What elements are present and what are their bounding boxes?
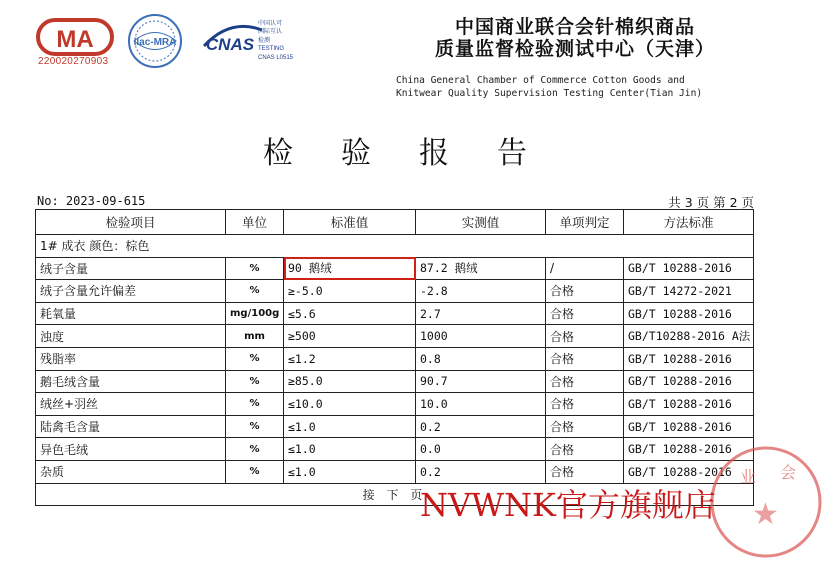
standard-value-cell: 90 鹅绒 [284,257,416,280]
unit-cell: % [226,438,284,461]
standard-value-cell: ≤1.0 [284,415,416,438]
standard-value-cell: ≤10.0 [284,393,416,416]
sample-row [36,235,754,258]
organization-name-en: China General Chamber of Commerce Cotton Goods and Knitwear Quality Supervision Testing Center(Tian Jin) [396,75,703,99]
column-header: 实测值 [416,210,546,235]
column-header: 单位 [226,210,284,235]
unit-cell: % [226,257,284,280]
table-row [36,280,754,303]
method-standard-cell: GB/T 14272-2021 [624,280,754,303]
unit-cell: mg/100g [226,302,284,325]
verdict-cell: 合格 [546,393,624,416]
unit-cell: % [226,347,284,370]
cnas-caption: 中国认可 国际互认 检测 TESTING CNAS L0515 [258,21,294,61]
item-cell: 绒子含量 [36,257,226,280]
table-row [36,257,754,280]
method-standard-cell: GB/T 10288-2016 [624,370,754,393]
measured-value-cell: 0.2 [416,460,546,483]
standard-value-cell: ≥500 [284,325,416,348]
measured-value-cell: -2.8 [416,280,546,303]
report-title: 检验报告 [263,136,575,171]
column-header: 标准值 [284,210,416,235]
measured-value-cell: 0.8 [416,347,546,370]
shop-watermark: NVWNK官方旗舰店 [420,486,716,524]
item-cell: 浊度 [36,325,226,348]
column-header: 单项判定 [546,210,624,235]
item-cell: 杂质 [36,460,226,483]
verdict-cell: 合格 [546,302,624,325]
official-seal [706,442,826,562]
unit-cell: % [226,370,284,393]
measured-value-cell: 90.7 [416,370,546,393]
svg-text:CNAS: CNAS [205,35,255,54]
method-standard-cell: GB/T 10288-2016 [624,415,754,438]
item-cell: 陆禽毛含量 [36,415,226,438]
report-number: No: 2023-09-615 [37,194,146,208]
table-row [36,325,754,348]
item-cell: 残脂率 [36,347,226,370]
verdict-cell: 合格 [546,325,624,348]
continued-label: 接 下 页 [36,483,754,506]
table-row [36,370,754,393]
unit-cell: % [226,280,284,303]
ilac-mra-logo [126,12,184,70]
table-row [36,302,754,325]
table-row [36,393,754,416]
method-standard-cell: GB/T10288-2016 A法 [624,325,754,348]
item-cell: 绒丝+羽丝 [36,393,226,416]
column-header: 检验项目 [36,210,226,235]
table-row [36,438,754,461]
standard-value-cell: ≥-5.0 [284,280,416,303]
method-standard-cell: GB/T 10288-2016 [624,257,754,280]
column-header: 方法标准 [624,210,754,235]
page-info: 共 3 页 第 2 页 [668,195,754,210]
measured-value-cell: 0.2 [416,415,546,438]
unit-cell: % [226,393,284,416]
method-standard-cell: GB/T 10288-2016 [624,393,754,416]
method-standard-cell: GB/T 10288-2016 [624,438,754,461]
svg-text:业: 业 [740,467,757,486]
method-standard-cell: GB/T 10288-2016 [624,347,754,370]
measured-value-cell: 87.2 鹅绒 [416,257,546,280]
results-table [35,209,757,506]
standard-value-cell: ≥85.0 [284,370,416,393]
standard-value-cell: ≤5.6 [284,302,416,325]
svg-text:MA: MA [56,26,94,53]
svg-text:会: 会 [780,463,797,482]
unit-cell: % [226,460,284,483]
standard-value-cell: ≤1.2 [284,347,416,370]
standard-value-cell: ≤1.0 [284,438,416,461]
measured-value-cell: 10.0 [416,393,546,416]
verdict-cell: / [546,257,624,280]
svg-text:ilac-MRA: ilac-MRA [133,37,177,48]
svg-text:★: ★ [752,497,779,532]
measured-value-cell: 1000 [416,325,546,348]
item-cell: 异色毛绒 [36,438,226,461]
table-header-row [36,210,754,235]
unit-cell: % [226,415,284,438]
unit-cell: mm [226,325,284,348]
standard-value-cell: ≤1.0 [284,460,416,483]
cma-number: 220020270903 [38,56,109,67]
item-cell: 鹅毛绒含量 [36,370,226,393]
measured-value-cell: 0.0 [416,438,546,461]
item-cell: 绒子含量允许偏差 [36,280,226,303]
verdict-cell: 合格 [546,280,624,303]
table-row [36,415,754,438]
sample-description: 1# 成衣 颜色：棕色 [36,235,754,258]
verdict-cell: 合格 [546,438,624,461]
method-standard-cell: GB/T 10288-2016 [624,302,754,325]
table-row [36,347,754,370]
verdict-cell: 合格 [546,370,624,393]
method-standard-cell: GB/T 10288-2016 [624,460,754,483]
verdict-cell: 合格 [546,415,624,438]
verdict-cell: 合格 [546,460,624,483]
item-cell: 耗氧量 [36,302,226,325]
verdict-cell: 合格 [546,347,624,370]
organization-name-cn: 中国商业联合会针棉织商品 质量监督检验测试中心（天津） [434,16,715,60]
measured-value-cell: 2.7 [416,302,546,325]
